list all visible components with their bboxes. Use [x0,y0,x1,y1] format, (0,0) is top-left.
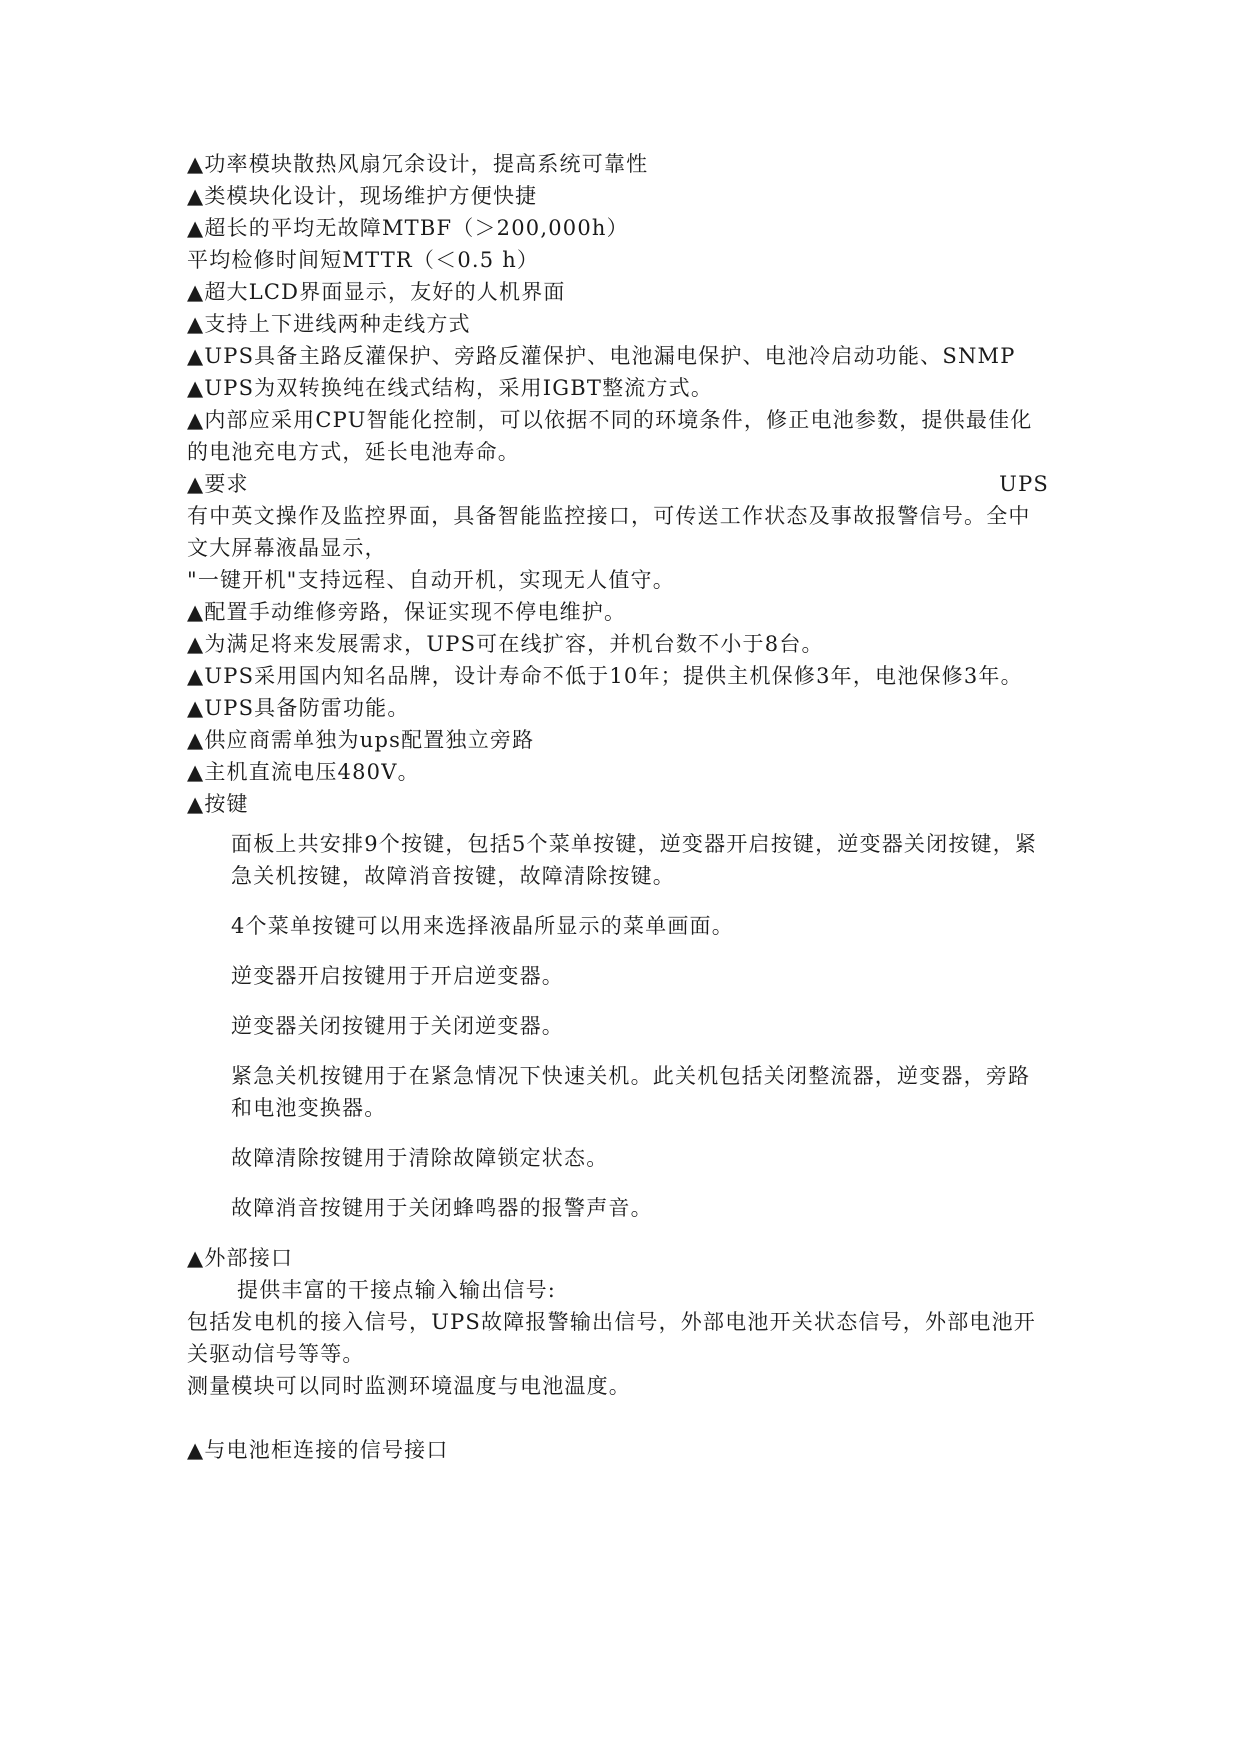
text-line: ▲功率模块散热风扇冗余设计，提高系统可靠性 [187,152,649,176]
text-line: ▲UPS具备防雷功能。 [187,696,410,720]
text-line: ▲超长的平均无故障MTBF（＞200,000h） [187,216,629,240]
text-line: ▲UPS为双转换纯在线式结构，采用IGBT整流方式。 [187,376,714,400]
text-line: ▲UPS具备主路反灌保护、旁路反灌保护、电池漏电保护、电池冷启动功能、SNMP [187,344,1016,368]
spacer [187,1402,1049,1434]
keys-paragraph: 紧急关机按键用于在紧急情况下快速关机。此关机包括关闭整流器，逆变器，旁路和电池变换器。 [231,1064,1031,1120]
keys-paragraph: 逆变器关闭按键用于关闭逆变器。 [231,1014,564,1038]
keys-paragraph: 逆变器开启按键用于开启逆变器。 [231,964,564,988]
text-line: ▲供应商需单独为ups配置独立旁路 [187,728,535,752]
text-line: ▲为满足将来发展需求，UPS可在线扩容，并机台数不小于8台。 [187,632,824,656]
external-heading: ▲外部接口 [187,1246,294,1270]
external-body: 包括发电机的接入信号，UPS故障报警输出信号，外部电池开关状态信号，外部电池开关驱动信号等等。 [187,1310,1037,1366]
text-line: ▲UPS采用国内知名品牌，设计寿命不低于10年；提供主机保修3年，电池保修3年。 [187,664,1023,688]
text-line: 平均检修时间短MTTR（＜0.5 h） [187,248,540,272]
keys-paragraph: 故障消音按键用于关闭蜂鸣器的报警声音。 [231,1196,653,1220]
requirement-heading [187,468,1049,500]
requirement-ups: UPS [999,472,1049,496]
text-line: ▲超大LCD界面显示，友好的人机界面 [187,280,566,304]
keys-paragraph: 故障清除按键用于清除故障锁定状态。 [231,1146,609,1170]
text-line: ▲类模块化设计，现场维护方便快捷 [187,184,538,208]
document-body [187,148,1049,1466]
keys-section [231,828,1049,1224]
requirement-quote: "一键开机"支持远程、自动开机，实现无人值守。 [187,568,675,592]
text-line: ▲支持上下进线两种走线方式 [187,312,471,336]
external-first: 提供丰富的干接点输入输出信号: [237,1278,557,1302]
text-line: ▲配置手动维修旁路，保证实现不停电维护。 [187,600,627,624]
battery-interface-heading: ▲与电池柜连接的信号接口 [187,1438,449,1462]
text-line: ▲内部应采用CPU智能化控制，可以依据不同的环境条件，修正电池参数，提供最佳化的电池充电方式，延长电池寿命。 [187,408,1033,464]
keys-paragraph: 面板上共安排9个按键，包括5个菜单按键，逆变器开启按键，逆变器关闭按键，紧急关机按键，故障消音按键，故障清除按键。 [231,832,1038,888]
external-measure: 测量模块可以同时监测环境温度与电池温度。 [187,1374,631,1398]
requirement-label: ▲要求 [187,472,249,496]
keys-paragraph: 4个菜单按键可以用来选择液晶所显示的菜单画面。 [231,914,734,938]
keys-heading: ▲按键 [187,792,249,816]
requirement-body: 有中英文操作及监控界面，具备智能监控接口，可传送工作状态及事故报警信号。全中文大屏幕液晶显示， [187,504,1031,560]
text-line: ▲主机直流电压480V。 [187,760,420,784]
